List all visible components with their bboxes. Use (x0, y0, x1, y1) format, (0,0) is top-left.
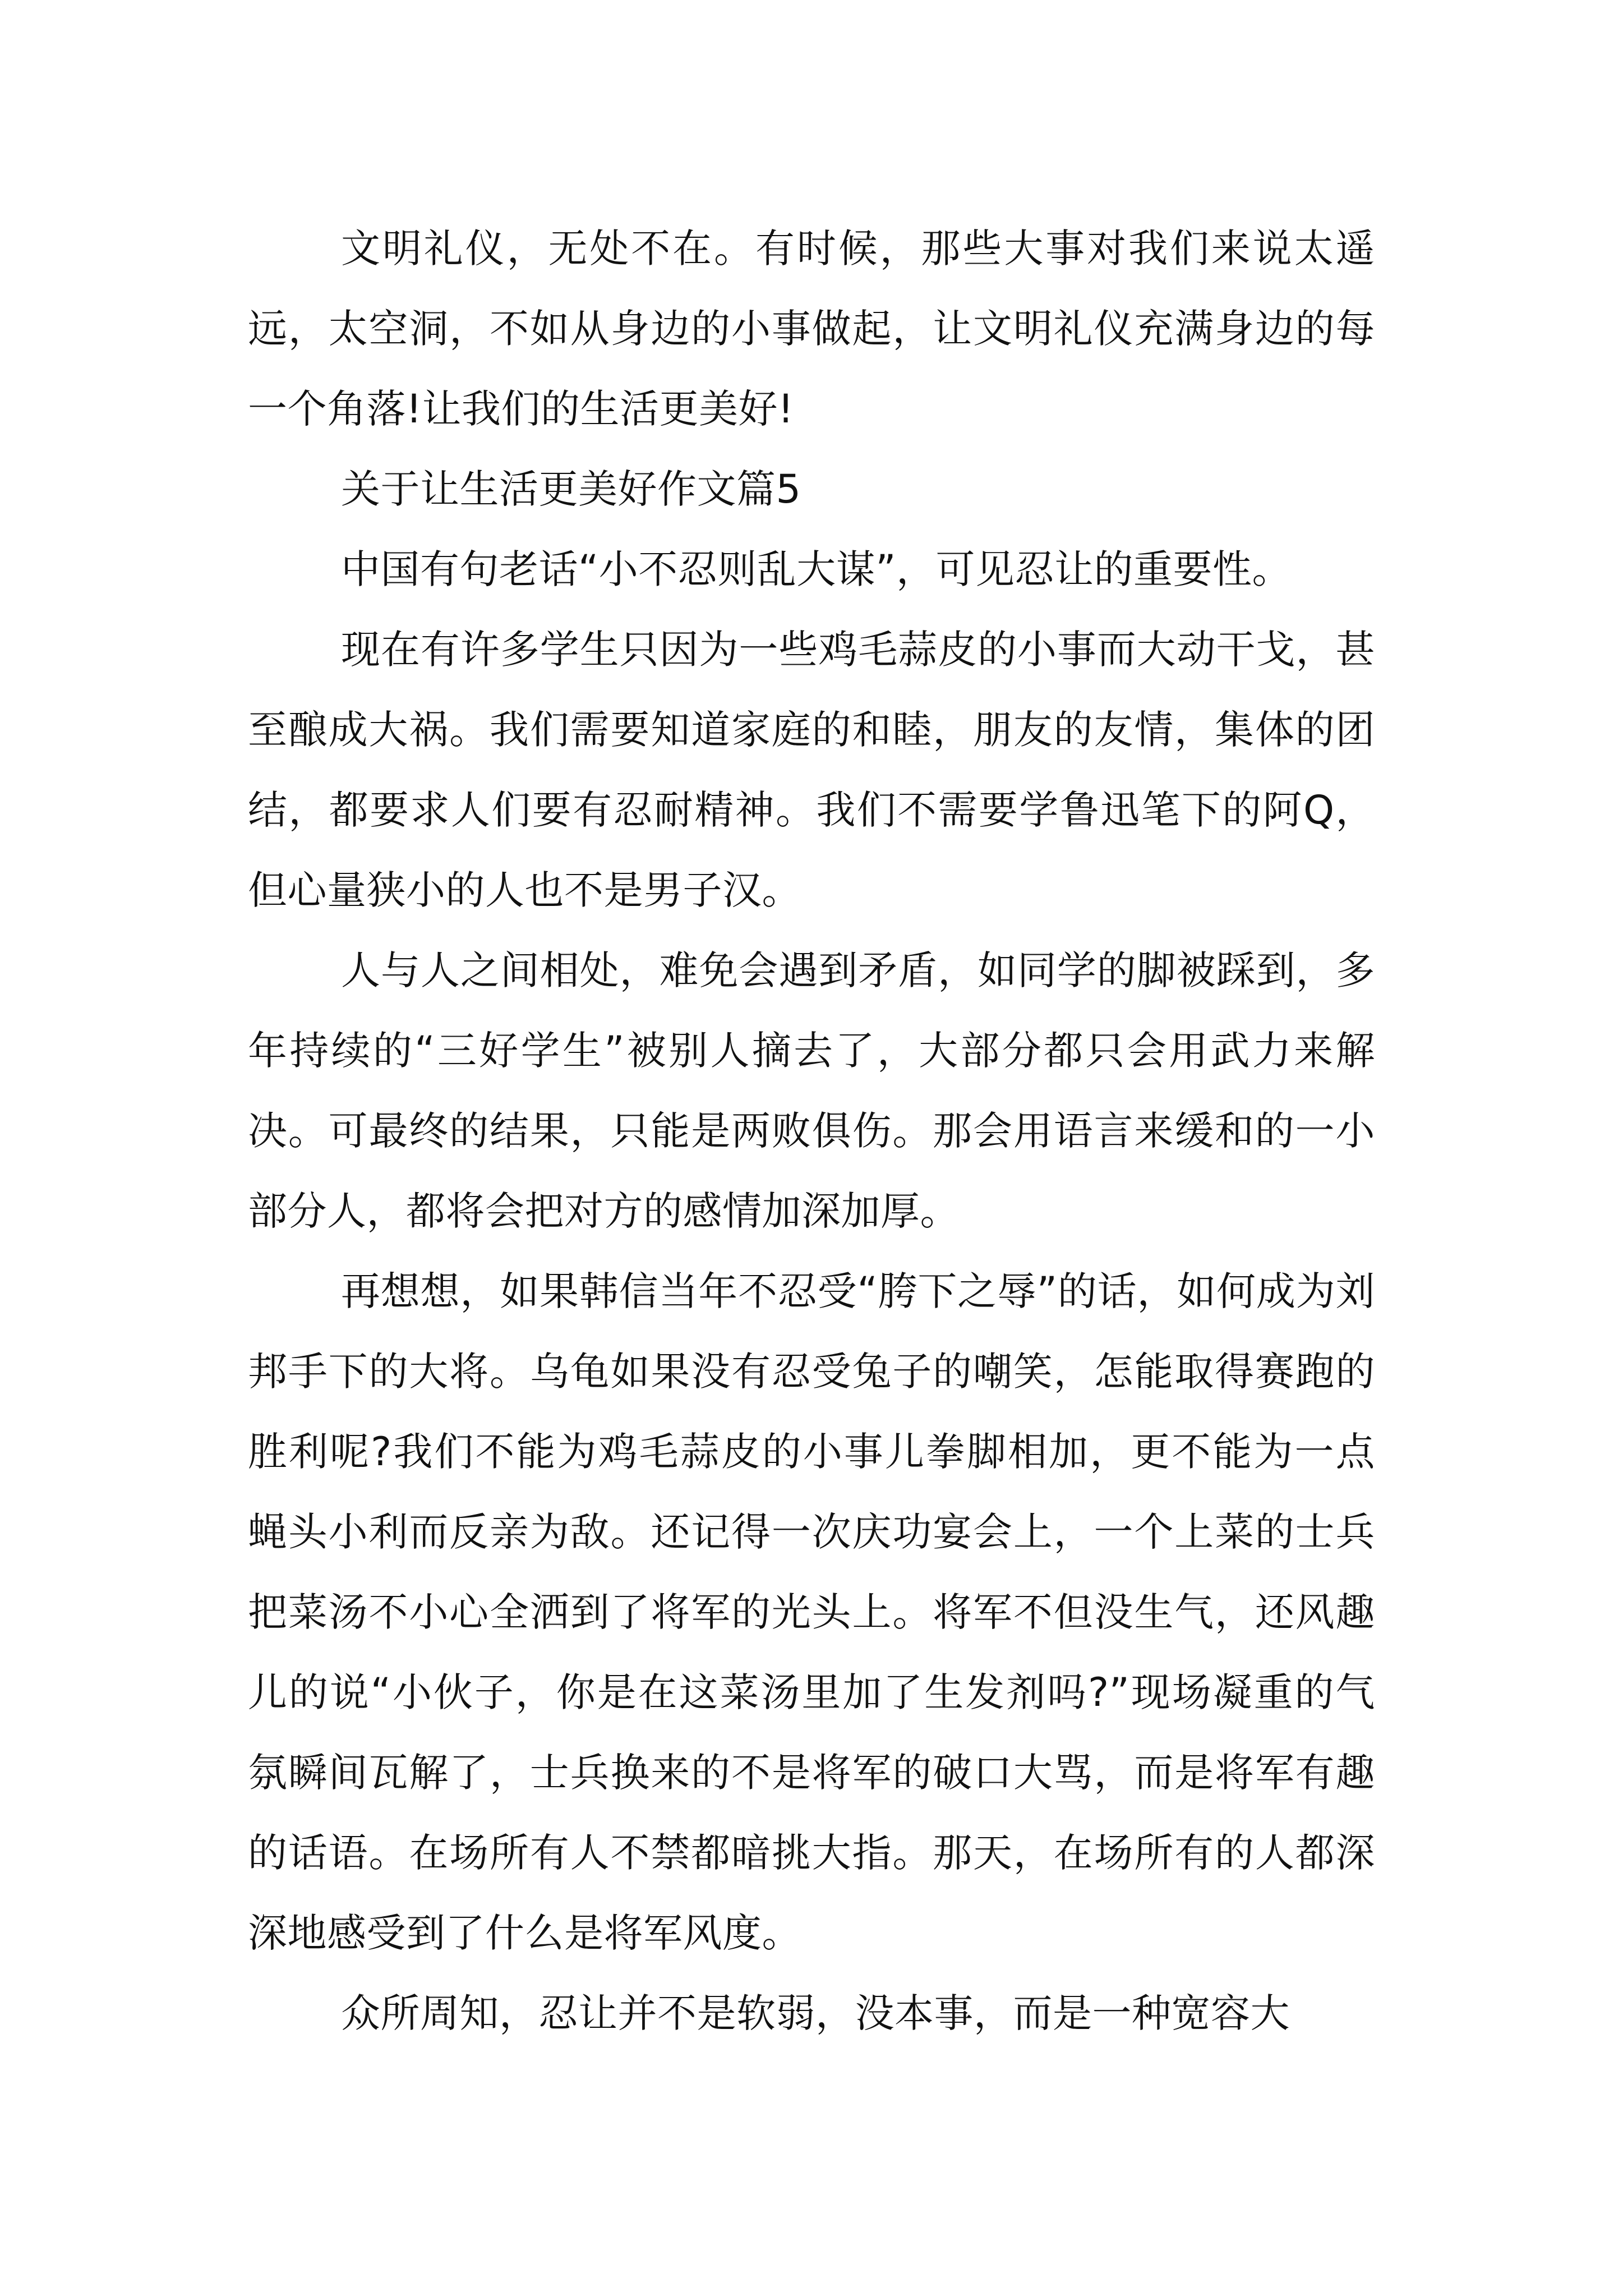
document-body (248, 209, 1375, 2054)
paragraph-civility: 文明礼仪，无处不在。有时候，那些大事对我们来说太遥远，太空洞，不如从身边的小事做起，让文明礼仪充满身边的每一个角落!让我们的生活更美好! (248, 226, 1375, 432)
paragraph-examples: 再想想，如果韩信当年不忍受“胯下之辱”的话，如何成为刘邦手下的大将。乌龟如果没有忍受兔子的嘲笑，怎能取得赛跑的胜利呢?我们不能为鸡毛蒜皮的小事儿拳脚相加，更不能为一点蝇头小利而反亲为敌。还记得一次庆功宴会上，一个上菜的士兵把菜汤不小心全洒到了将军的光头上。将军不但没生气，还风趣儿的说“小伙子，你是在这菜汤里加了生发剂吗?”现场凝重的气氛瞬间瓦解了，士兵换来的不是将军的破口大骂，而是将军有趣的话语。在场所有人不禁都暗挑大指。那天，在场所有的人都深深地感受到了什么是将军风度。 (248, 1268, 1375, 1956)
paragraph-students: 现在有许多学生只因为一些鸡毛蒜皮的小事而大动干戈，甚至酿成大祸。我们需要知道家庭的和睦，朋友的友情，集体的团结，都要求人们要有忍耐精神。我们不需要学鲁迅笔下的阿Q，但心量狭小的人也不是男子汉。 (248, 627, 1375, 913)
essay-heading: 关于让生活更美好作文篇5 (341, 466, 801, 512)
paragraph-proverb: 中国有句老话“小不忍则乱大谋”，可见忍让的重要性。 (341, 546, 1292, 592)
paragraph-conflict: 人与人之间相处，难免会遇到矛盾，如同学的脚被踩到，多年持续的“三好学生”被别人摘去了，大部分都只会用武力来解决。可最终的结果，只能是两败俱伤。那会用语言来缓和的一小部分人，都将会把对方的感情加深加厚。 (248, 947, 1375, 1234)
paragraph-conclusion: 众所周知，忍让并不是软弱，没本事，而是一种宽容大 (341, 1990, 1290, 2036)
